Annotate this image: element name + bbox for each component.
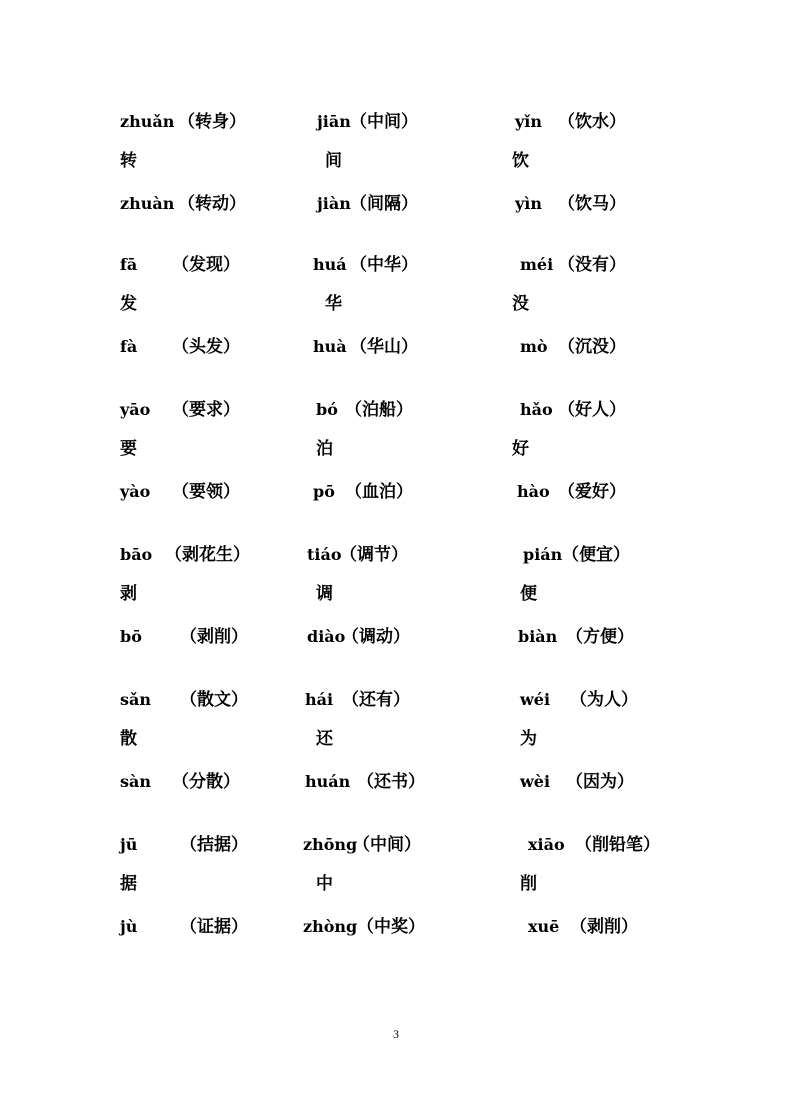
example-word-1: （饮水） <box>558 112 626 132</box>
pinyin-reading-2: bō <box>120 627 142 646</box>
polyphonic-character: 剥 <box>120 584 137 604</box>
example-word-2: （分散） <box>172 772 240 792</box>
polyphonic-character: 好 <box>512 439 529 459</box>
polyphonic-character: 转 <box>120 151 137 171</box>
example-word-1: （中间） <box>350 112 418 132</box>
pinyin-reading-1: jiān <box>317 112 351 131</box>
polyphonic-character: 据 <box>120 874 137 894</box>
example-word-2: （头发） <box>172 337 240 357</box>
pinyin-reading-1: wéi <box>520 690 551 709</box>
example-word-2: （中奖） <box>357 917 425 937</box>
pinyin-word-row <box>0 253 792 277</box>
example-word-1: （泊船） <box>345 400 413 420</box>
example-word-2: （证据） <box>180 917 248 937</box>
pinyin-reading-2: yào <box>120 482 151 501</box>
pinyin-word-row <box>0 915 792 939</box>
pinyin-word-row <box>0 688 792 712</box>
pinyin-reading-1: yāo <box>120 400 151 419</box>
example-word-1: （发现） <box>172 255 240 275</box>
pinyin-reading-1: sǎn <box>120 690 152 709</box>
pinyin-reading-2: huà <box>313 337 347 356</box>
pinyin-reading-1: huá <box>313 255 347 274</box>
pinyin-reading-1: yǐn <box>515 112 543 131</box>
example-word-1: （削铅笔） <box>575 835 660 855</box>
character-row <box>0 727 792 751</box>
polyphonic-character: 中 <box>316 874 333 894</box>
pinyin-reading-2: diào <box>307 627 346 646</box>
example-word-2: （还书） <box>357 772 425 792</box>
pinyin-reading-2: zhuàn <box>120 194 175 213</box>
character-row <box>0 872 792 896</box>
example-word-2: （爱好） <box>558 482 626 502</box>
example-word-1: （散文） <box>180 690 248 710</box>
example-word-2: （调动） <box>342 627 410 647</box>
polyphonic-character: 调 <box>316 584 333 604</box>
example-word-1: （剥花生） <box>165 545 250 565</box>
example-word-2: （饮马） <box>558 194 626 214</box>
pinyin-reading-1: fā <box>120 255 138 274</box>
pinyin-reading-2: hào <box>517 482 550 501</box>
character-row <box>0 149 792 173</box>
character-row <box>0 582 792 606</box>
pinyin-reading-1: hǎo <box>520 400 553 419</box>
pinyin-word-row <box>0 398 792 422</box>
example-word-1: （好人） <box>558 400 626 420</box>
example-word-1: （中华） <box>350 255 418 275</box>
page-number: 3 <box>393 1027 399 1041</box>
example-word-1: （拮据） <box>180 835 248 855</box>
pinyin-reading-2: biàn <box>518 627 558 646</box>
polyphonic-character: 削 <box>520 874 537 894</box>
example-word-2: （转动） <box>178 194 246 214</box>
pinyin-reading-2: wèi <box>520 772 551 791</box>
pinyin-reading-2: jù <box>120 917 138 936</box>
pinyin-reading-2: jiàn <box>317 194 351 213</box>
pinyin-reading-2: sàn <box>120 772 152 791</box>
pinyin-word-row <box>0 335 792 359</box>
pinyin-word-row <box>0 480 792 504</box>
pinyin-reading-1: zhōng <box>303 835 358 854</box>
polyphonic-character: 没 <box>512 294 529 314</box>
polyphonic-character: 散 <box>120 729 137 749</box>
pinyin-reading-2: mò <box>520 337 548 356</box>
pinyin-reading-1: hái <box>305 690 334 709</box>
pinyin-word-row <box>0 833 792 857</box>
example-word-2: （要领） <box>172 482 240 502</box>
example-word-2: （剥削） <box>180 627 248 647</box>
pinyin-reading-1: jū <box>120 835 138 854</box>
example-word-2: （因为） <box>566 772 634 792</box>
polyphonic-character: 饮 <box>512 151 529 171</box>
polyphonic-character: 要 <box>120 439 137 459</box>
polyphonic-character: 便 <box>520 584 537 604</box>
pinyin-reading-2: zhòng <box>303 917 358 936</box>
pinyin-reading-2: huán <box>305 772 351 791</box>
example-word-1: （便宜） <box>562 545 630 565</box>
example-word-1: （还有） <box>342 690 410 710</box>
pinyin-reading-2: pō <box>313 482 335 501</box>
pinyin-reading-2: yìn <box>515 194 543 213</box>
example-word-1: （要求） <box>172 400 240 420</box>
polyphonic-character: 泊 <box>316 439 333 459</box>
example-word-1: （为人） <box>570 690 638 710</box>
example-word-1: （没有） <box>558 255 626 275</box>
example-word-2: （间隔） <box>350 194 418 214</box>
example-word-1: （中间） <box>353 835 421 855</box>
pinyin-reading-1: xiāo <box>528 835 565 854</box>
example-word-1: （转身） <box>178 112 246 132</box>
pinyin-reading-1: bó <box>316 400 338 419</box>
example-word-2: （血泊） <box>345 482 413 502</box>
pinyin-reading-1: pián <box>523 545 563 564</box>
pinyin-reading-2: xuē <box>528 917 560 936</box>
polyphonic-character: 还 <box>316 729 333 749</box>
example-word-2: （方便） <box>566 627 634 647</box>
pinyin-reading-1: zhuǎn <box>120 112 175 131</box>
character-row <box>0 437 792 461</box>
pinyin-reading-1: tiáo <box>307 545 342 564</box>
polyphonic-character: 间 <box>325 151 342 171</box>
polyphonic-character: 发 <box>120 294 137 314</box>
example-word-2: （华山） <box>350 337 418 357</box>
pinyin-reading-1: bāo <box>120 545 153 564</box>
example-word-2: （沉没） <box>558 337 626 357</box>
pinyin-reading-1: méi <box>520 255 554 274</box>
pinyin-reading-2: fà <box>120 337 138 356</box>
character-row <box>0 292 792 316</box>
polyphonic-character: 为 <box>520 729 537 749</box>
example-word-1: （调节） <box>340 545 408 565</box>
pinyin-word-row <box>0 192 792 216</box>
example-word-2: （剥削） <box>570 917 638 937</box>
polyphonic-character: 华 <box>325 294 342 314</box>
pinyin-word-row <box>0 110 792 134</box>
pinyin-word-row <box>0 543 792 567</box>
pinyin-word-row <box>0 625 792 649</box>
pinyin-word-row <box>0 770 792 794</box>
